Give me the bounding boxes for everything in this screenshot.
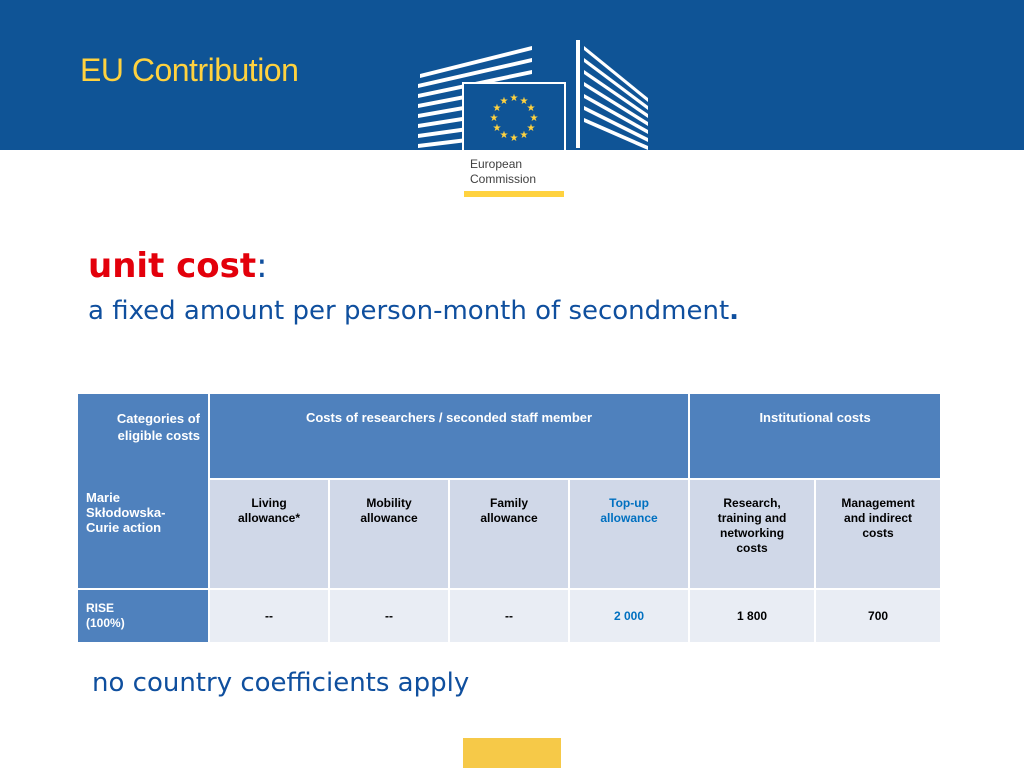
unit-cost-definition xyxy=(88,296,739,326)
cell-mobility-allowance: -- xyxy=(329,589,449,643)
svg-text:★: ★ xyxy=(519,96,529,107)
country-coefficients-note: no country coefficients apply xyxy=(92,668,470,698)
row-label-rise: RISE (100%) xyxy=(77,589,209,643)
cell-family-allowance: -- xyxy=(449,589,569,643)
group-header-researcher-costs: Costs of researchers / seconded staff member xyxy=(209,393,689,479)
group-header-institutional-costs: Institutional costs xyxy=(689,393,941,479)
heading-colon: : xyxy=(256,246,268,286)
cell-management-indirect-costs: 700 xyxy=(815,589,941,643)
cost-table xyxy=(76,392,942,644)
logo-yellow-bar xyxy=(464,191,564,197)
subheader-top-up-allowance: Top-up allowance xyxy=(569,479,689,589)
svg-text:★: ★ xyxy=(499,130,509,141)
svg-text:★: ★ xyxy=(492,123,502,134)
table-row-rise xyxy=(77,589,941,643)
logo-text-line2: Commission xyxy=(470,172,537,186)
cell-top-up-allowance: 2 000 xyxy=(569,589,689,643)
svg-text:★: ★ xyxy=(529,113,539,124)
logo-text-line1: European xyxy=(470,157,523,171)
svg-text:★: ★ xyxy=(526,103,536,114)
definition-text: a fixed amount per person-month of secondment xyxy=(88,296,730,326)
unit-cost-term: unit cost xyxy=(88,246,257,286)
table-corner-cell xyxy=(77,393,209,589)
cell-research-training-costs: 1 800 xyxy=(689,589,815,643)
cell-living-allowance: -- xyxy=(209,589,329,643)
subheader-management-indirect-costs: Management and indirect costs xyxy=(815,479,941,589)
european-commission-logo xyxy=(414,36,650,200)
unit-cost-heading xyxy=(88,246,268,286)
subheader-research-training-costs: Research, training and networking costs xyxy=(689,479,815,589)
corner-categories-label: Categories of eligible costs xyxy=(116,411,200,443)
svg-text:★: ★ xyxy=(509,93,519,104)
slide-title: EU Contribution xyxy=(80,52,299,88)
svg-text:★: ★ xyxy=(489,113,499,124)
svg-text:★: ★ xyxy=(509,133,519,144)
footer-yellow-block xyxy=(463,738,561,768)
building-stripes-right xyxy=(576,40,648,150)
definition-period: . xyxy=(729,296,740,326)
svg-text:★: ★ xyxy=(526,123,536,134)
subheader-mobility-allowance: Mobility allowance xyxy=(329,479,449,589)
subheader-living-allowance: Living allowance* xyxy=(209,479,329,589)
corner-action-label: Marie Skłodowska- Curie action xyxy=(86,490,166,535)
subheader-family-allowance: Family allowance xyxy=(449,479,569,589)
svg-text:★: ★ xyxy=(499,96,509,107)
svg-text:★: ★ xyxy=(492,103,502,114)
table-header-row xyxy=(77,393,941,479)
svg-text:★: ★ xyxy=(519,130,529,141)
